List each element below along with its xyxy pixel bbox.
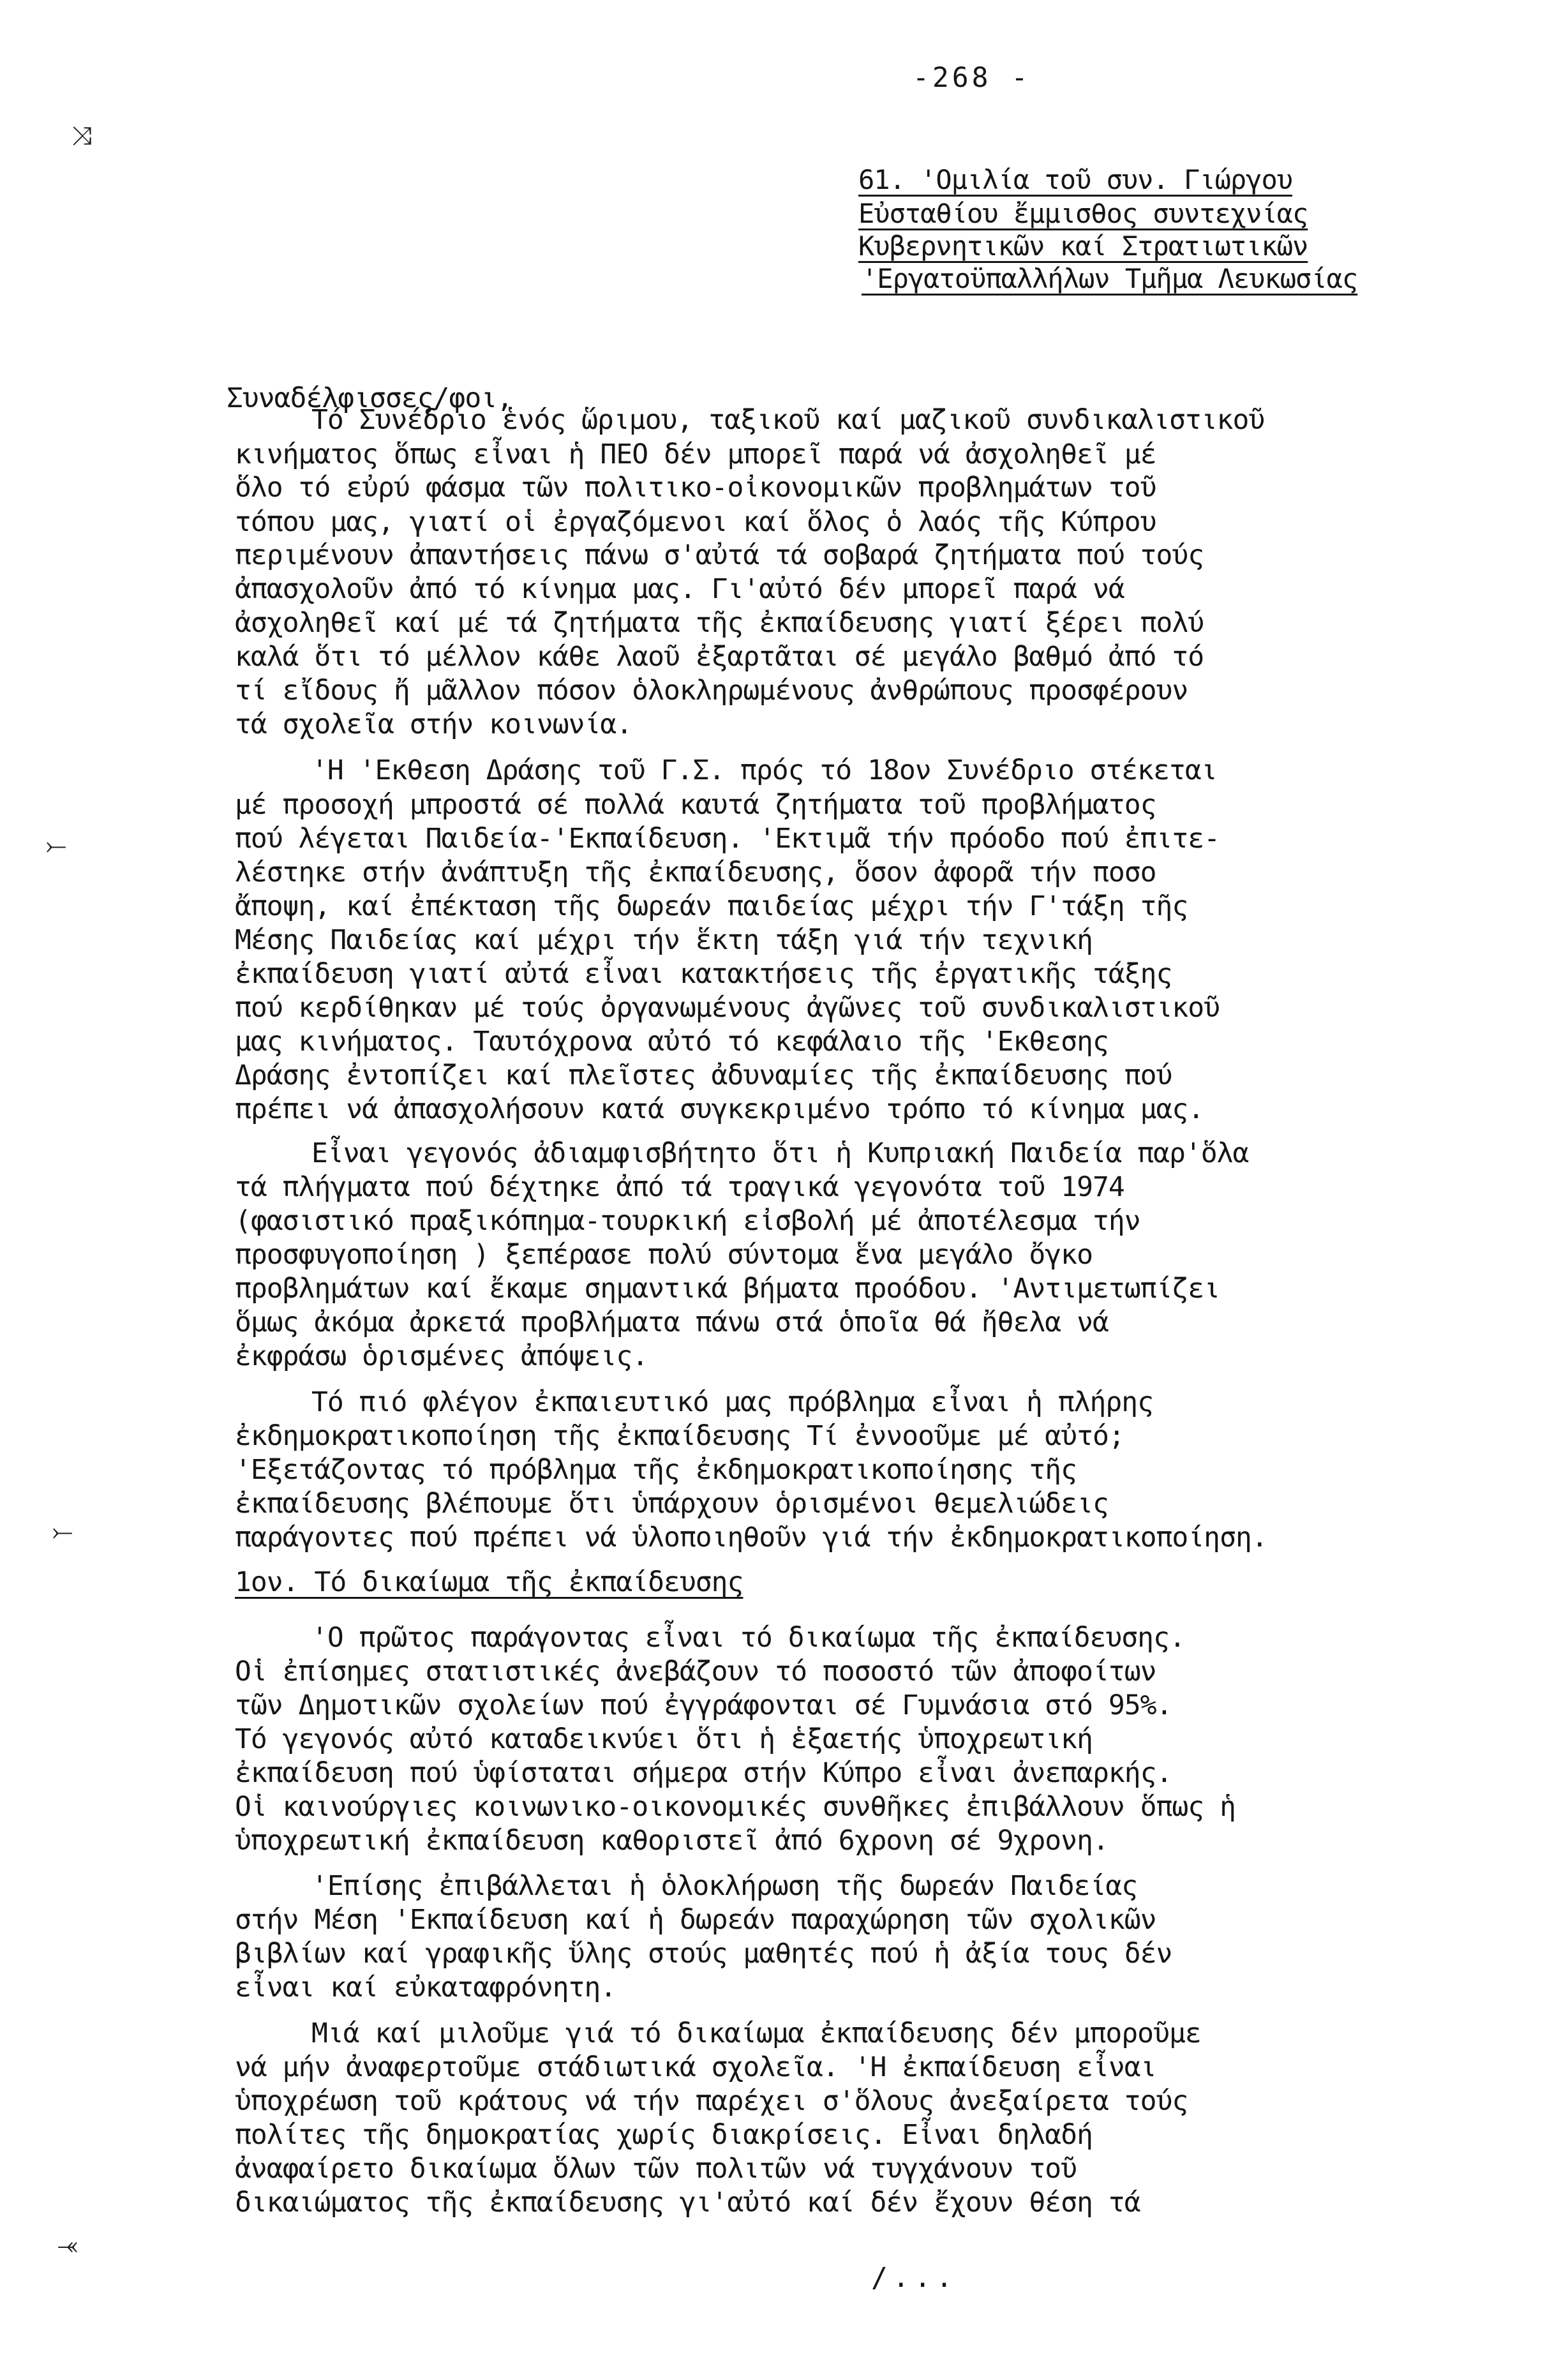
body-line-42: 'Επίσης ἐπιβάλλεται ἡ ὁλοκλήρωση τῆς δωρεάν Παιδείας xyxy=(311,1870,1138,1902)
body-line-05: περιμένουν ἀπαντήσεις πάνω σ'αὐτά τά σοβαρά ζητήματα πού τούς xyxy=(235,539,1204,571)
body-line-36: Οἱ ἐπίσημες στατιστικές ἀνεβάζουν τό ποσοστό τῶν ἀποφοίτων xyxy=(235,1656,1156,1688)
body-line-13: πού λέγεται Παιδεία-'Εκπαίδευση. 'Εκτιμᾶ τήν πρόοδο πού ἐπιτε- xyxy=(235,823,1220,855)
body-line-51: δικαιώματος τῆς ἐκπαίδευσης γι'αὐτό καί δέν ἔχουν θέση τά xyxy=(235,2187,1140,2219)
body-line-25: προσφυγοποίηση ) ξεπέρασε πολύ σύντομα ἕνα μεγάλο ὄγκο xyxy=(235,1239,1093,1271)
body-line-26: προβλημάτων καί ἔκαμε σημαντικά βήματα προόδου. 'Αντιμετωπίζει xyxy=(235,1273,1220,1305)
body-line-16: Μέσης Παιδείας καί μέχρι τήν ἕκτη τάξη γιά τήν τεχνική xyxy=(235,924,1093,956)
body-line-17: ἐκπαίδευση γιατί αὐτά εἶναι κατακτήσεις τῆς ἐργατικῆς τάξης xyxy=(235,958,1172,990)
body-line-22: Εἶναι γεγονός ἀδιαμφισβήτητο ὅτι ἡ Κυπριακή Παιδεία παρ'ὅλα xyxy=(311,1137,1249,1169)
body-line-45: εἶναι καί εὐκαταφρόνητη. xyxy=(235,1972,616,2003)
body-line-38: Τό γεγονός αὐτό καταδεικνύει ὅτι ἡ ἑξαετής ὑποχρεωτική xyxy=(235,1723,1093,1755)
body-line-14: λέστηκε στήν ἀνάπτυξη τῆς ἐκπαίδευσης, ὅσον ἀφορᾶ τήν ποσο xyxy=(235,857,1156,888)
body-line-18: πού κερδίθηκαν μέ τούς ὀργανωμένους ἀγῶνες τοῦ συνδικαλιστικοῦ xyxy=(235,992,1220,1024)
body-line-23: τά πλήγματα πού δέχτηκε ἀπό τά τραγικά γεγονότα τοῦ 1974 xyxy=(235,1171,1124,1203)
body-line-19: μας κινήματος. Ταυτόχρονα αὐτό τό κεφάλαιο τῆς 'Εκθεσης xyxy=(235,1026,1109,1058)
body-line-29: Τό πιό φλέγον ἐκπαιευτικό μας πρόβλημα εἶναι ἡ πλήρης xyxy=(311,1386,1154,1418)
body-line-06: ἀπασχολοῦν ἀπό τό κίνημα μας. Γι'αὐτό δέν μπορεῖ παρά νά xyxy=(235,573,1124,605)
body-line-01: Τό Συνέδριο ἑνός ὥριμου, ταξικοῦ καί μαζικοῦ συνδικαλιστικοῦ xyxy=(311,404,1265,436)
body-line-39: ἐκπαίδευση πού ὑφίσταται σήμερα στήν Κύπρο εἶναι ἀνεπαρκής. xyxy=(235,1757,1172,1789)
body-line-07: ἀσχοληθεῖ καί μέ τά ζητήματα τῆς ἐκπαίδευσης γιατί ξέρει πολύ xyxy=(235,607,1204,639)
body-line-33: παράγοντες πού πρέπει νά ὑλοποιηθοῦν γιά τήν ἐκδημοκρατικοποίηση. xyxy=(235,1522,1267,1553)
body-line-37: τῶν Δημοτικῶν σχολείων πού ἐγγράφονται σέ Γυμνάσια στό 95%. xyxy=(235,1689,1172,1721)
margin-mark-middle: ⤚ xyxy=(46,831,66,860)
body-line-10: τά σχολεῖα στήν κοινωνία. xyxy=(235,708,632,740)
body-line-04: τόπου μας, γιατί οἱ ἐργαζόμενοι καί ὅλος ὁ λαός τῆς Κύπρου xyxy=(235,506,1156,538)
margin-mark-lower: ⤚ xyxy=(52,1517,73,1546)
body-line-50: ἀναφαίρετο δικαίωμα ὅλων τῶν πολιτῶν νά τυγχάνουν τοῦ xyxy=(235,2153,1077,2185)
section-heading-1: 1ον. Τό δικαίωμα τῆς ἐκπαίδευσης xyxy=(235,1566,743,1598)
heading-line-4: 'Εργατοϋπαλλήλων Τμῆμα Λευκωσίας xyxy=(862,263,1358,294)
continuation-mark: /... xyxy=(871,2262,958,2294)
body-line-11: 'Η 'Εκθεση Δράσης τοῦ Γ.Σ. πρός τό 18ον Συνέδριο στέκεται xyxy=(311,754,1217,786)
heading-line-1: 61. 'Ομιλία τοῦ συν. Γιώργου xyxy=(858,164,1293,195)
body-line-02: κινήματος ὅπως εἶναι ἡ ΠΕΟ δέν μπορεῖ παρά νά ἀσχοληθεῖ μέ xyxy=(235,438,1156,470)
body-line-43: στήν Μέση 'Εκπαίδευση καί ἡ δωρεάν παραχώρηση τῶν σχολικῶν xyxy=(235,1904,1156,1936)
body-line-30: ἐκδημοκρατικοποίηση τῆς ἐκπαίδευσης Τί ἐννοοῦμε μέ αὐτό; xyxy=(235,1420,1124,1452)
margin-mark-bottom: ⤛ xyxy=(57,2231,78,2260)
heading-line-2: Εὐσταθίου ἔμμισθος συντεχνίας xyxy=(858,198,1308,229)
body-line-48: ὑποχρέωση τοῦ κράτους νά τήν παρέχει σ'ὅλους ἀνεξαίρετα τούς xyxy=(235,2085,1188,2117)
body-line-15: ἄποψη, καί ἐπέκταση τῆς δωρεάν παιδείας μέχρι τήν Γ'τάξη τῆς xyxy=(235,890,1188,922)
body-line-20: Δράσης ἐντοπίζει καί πλεῖστες ἀδυναμίες τῆς ἐκπαίδευσης πού xyxy=(235,1059,1172,1091)
body-line-31: 'Εξετάζοντας τό πρόβλημα τῆς ἐκδημοκρατικοποίησης τῆς xyxy=(235,1454,1077,1486)
body-line-21: πρέπει νά ἀπασχολήσουν κατά συγκεκριμένο τρόπο τό κίνημα μας. xyxy=(235,1093,1204,1125)
body-line-40: Οἱ καινούργιες κοινωνικο-οικονομικές συνθῆκες ἐπιβάλλουν ὅπως ἡ xyxy=(235,1791,1236,1823)
body-line-28: ἐκφράσω ὁρισμένες ἀπόψεις. xyxy=(235,1340,648,1372)
body-line-24: (φασιστικό πραξικόπημα-τουρκική εἰσβολή μέ ἀποτέλεσμα τήν xyxy=(235,1205,1140,1237)
body-line-44: βιβλίων καί γραφικῆς ὕλης στούς μαθητές πού ἡ ἀξία τους δέν xyxy=(235,1938,1172,1970)
body-line-12: μέ προσοχή μπροστά σέ πολλά καυτά ζητήματα τοῦ προβλήματος xyxy=(235,789,1156,821)
heading-line-3: Κυβερνητικῶν καί Στρατιωτικῶν xyxy=(858,230,1308,262)
salutation: Συναδέλφισσες/φοι, xyxy=(227,382,512,414)
body-line-08: καλά ὅτι τό μέλλον κάθε λαοῦ ἐξαρτᾶται σέ μεγάλο βαθμό ἀπό τό xyxy=(235,641,1204,673)
body-line-49: πολίτες τῆς δημοκρατίας χωρίς διακρίσεις. Εἶναι δηλαδή xyxy=(235,2119,1093,2151)
body-line-35: 'Ο πρῶτος παράγοντας εἶναι τό δικαίωμα τῆς ἐκπαίδευσης. xyxy=(311,1622,1185,1654)
body-line-41: ὑποχρεωτική ἐκπαίδευση καθοριστεῖ ἀπό 6χρονη σέ 9χρονη. xyxy=(235,1825,1109,1857)
body-line-09: τί εἴδους ἤ μᾶλλον πόσον ὁλοκληρωμένους ἀνθρώπους προσφέρουν xyxy=(235,675,1188,707)
margin-mark-top: ⤨ xyxy=(71,121,92,151)
body-line-32: ἐκπαίδευσης βλέπουμε ὅτι ὑπάρχουν ὁρισμένοι θεμελιώδεις xyxy=(235,1488,1109,1520)
body-line-03: ὅλο τό εὐρύ φάσμα τῶν πολιτικο-οἰκονομικῶν προβλημάτων τοῦ xyxy=(235,472,1156,504)
body-line-46: Μιά καί μιλοῦμε γιά τό δικαίωμα ἐκπαίδευσης δέν μποροῦμε xyxy=(311,2017,1201,2049)
body-line-27: ὅμως ἀκόμα ἀρκετά προβλήματα πάνω στά ὁποῖα θά ἤθελα νά xyxy=(235,1306,1109,1338)
body-line-47: νά μήν ἀναφερτοῦμε στάδιωτικά σχολεῖα. 'Η ἐκπαίδευση εἶναι xyxy=(235,2051,1156,2083)
page-number: -268 - xyxy=(913,62,1031,94)
